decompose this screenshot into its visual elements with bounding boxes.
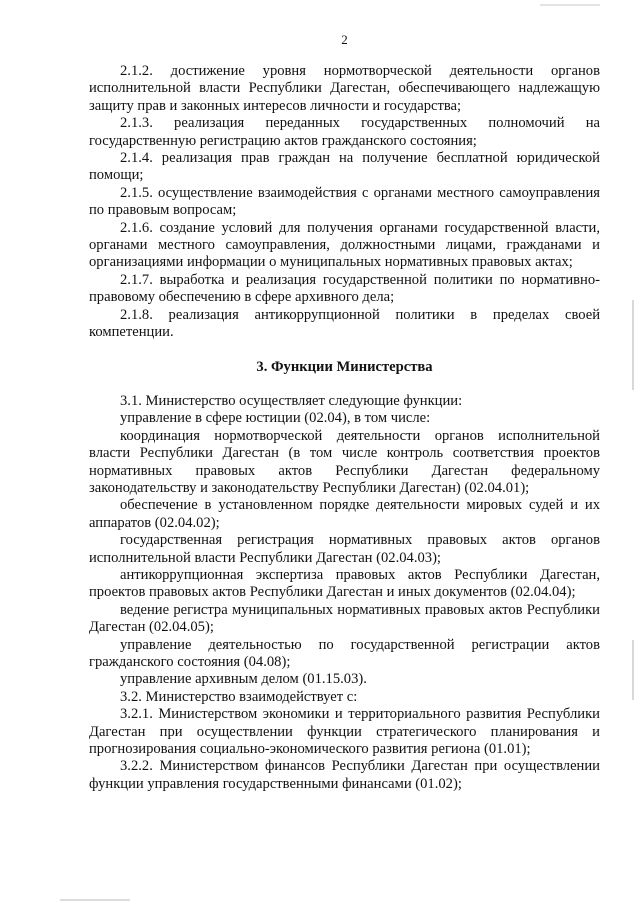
paragraph-2-1-3: 2.1.3. реализация переданных государственных полномочий на государственную регистрацию актов гражданского состояния; [89, 115, 600, 149]
paragraph-3-2: 3.2. Министерство взаимодействует с: [120, 688, 358, 705]
paragraph-02-04-04: антикоррупционная экспертиза правовых актов Республики Дагестан, проектов правовых актов Республики Дагестан и иных документов (02.04.04); [89, 566, 600, 601]
paragraph-3-1: 3.1. Министерство осуществляет следующие функции: [120, 392, 463, 409]
paragraph-02-04-02: обеспечение в установленном порядке деятельности мировых судей и их аппаратов (02.04.02); [89, 497, 600, 531]
paragraph-3-2-2: 3.2.2. Министерством финансов Республики Дагестан при осуществлении функции управления государственными финансами (01.02); [89, 758, 600, 792]
paragraph-2-1-7: 2.1.7. выработка и реализация государственной политики по нормативно-правовому обеспечению в сфере архивного дела; [89, 271, 600, 306]
paragraph-01-15-03: управление архивным делом (01.15.03). [120, 671, 367, 688]
paragraph-2-1-8: 2.1.8. реализация антикоррупционной политики в пределах своей компетенции. [89, 306, 600, 341]
paragraph-2-1-4: 2.1.4. реализация прав граждан на получение бесплатной юридической помощи; [89, 150, 600, 184]
scan-artifact-right-2 [632, 640, 634, 700]
paragraph-02-04-01: координация нормотворческой деятельности органов исполнительной власти Республики Дагестан (в том числе контроль соответствия проектов нормативных правовых актов Республики Дагестан федеральному законодательству и законодательству Республики Дагестан) (02.04.01); [89, 427, 600, 496]
page-number: 2 [341, 32, 348, 47]
scan-artifact-bottom [60, 899, 130, 901]
paragraph-02-04-05: ведение регистра муниципальных нормативных правовых актов Республики Дагестан (02.04.05); [89, 601, 600, 636]
scan-artifact-top [540, 4, 600, 6]
paragraph-2-1-6: 2.1.6. создание условий для получения органами государственной власти, органами местного самоуправления, должностными лицами, гражданами и организациями информации о муниципальных нормативных правовых актах; [89, 219, 600, 271]
paragraph-04-08: управление деятельностью по государственной регистрации актов гражданского состояния (04.08); [89, 636, 600, 670]
paragraph-justice-management: управление в сфере юстиции (02.04), в том числе: [120, 410, 431, 427]
paragraph-2-1-2: 2.1.2. достижение уровня нормотворческой деятельности органов исполнительной власти Республики Дагестан, обеспечивающего надлежащую защиту прав и законных интересов личности и государства; [89, 63, 600, 114]
scan-artifact-right-1 [632, 300, 634, 390]
paragraph-2-1-5: 2.1.5. осуществление взаимодействия с органами местного самоуправления по правовым вопросам; [89, 184, 600, 219]
document-page [89, 32, 600, 793]
paragraph-02-04-03: государственная регистрация нормативных правовых актов органов исполнительной власти Республики Дагестан (02.04.03); [89, 532, 600, 566]
section-heading: 3. Функции Министерства [256, 358, 433, 375]
paragraph-3-2-1: 3.2.1. Министерством экономики и территориального развития Республики Дагестан при осуществлении функции стратегического планирования и прогнозирования социально-экономического развития региона (01.01); [89, 706, 600, 758]
